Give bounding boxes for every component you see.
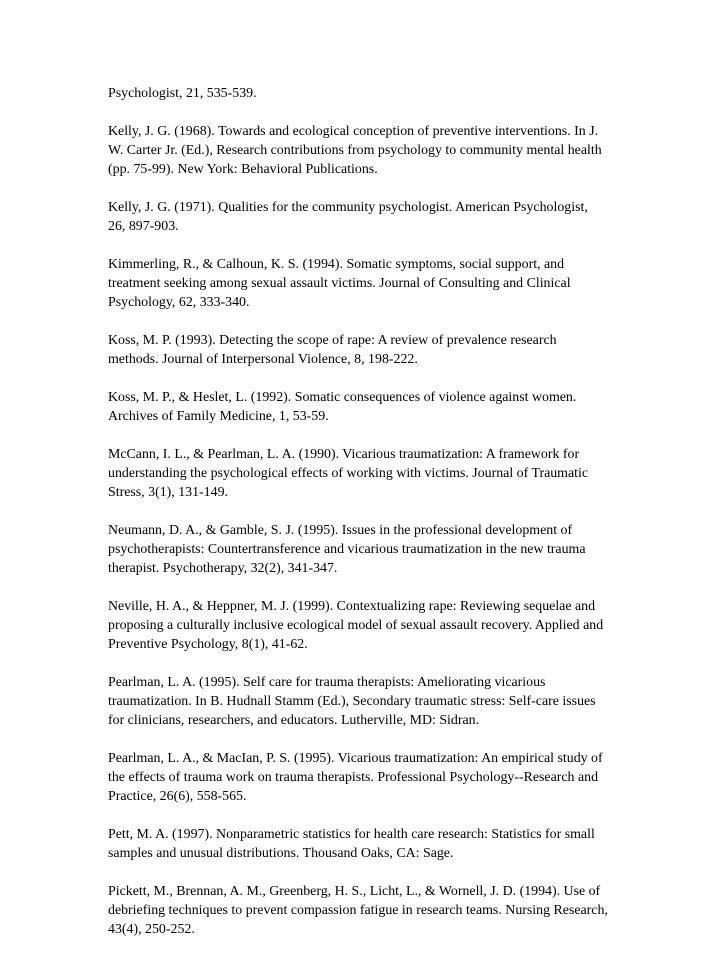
reference-entry <box>108 673 628 730</box>
reference-line: W. Carter Jr. (Ed.), Research contributions from psychology to community mental health <box>108 143 602 158</box>
reference-line: Pearlman, L. A., & MacIan, P. S. (1995). Vicarious traumatization: An empirical study of <box>108 751 603 766</box>
reference-line: for clinicians, researchers, and educators. Lutherville, MD: Sidran. <box>108 713 480 728</box>
reference-line: Practice, 26(6), 558-565. <box>108 789 247 804</box>
reference-line: Archives of Family Medicine, 1, 53-59. <box>108 409 329 424</box>
reference-line: proposing a culturally inclusive ecological model of sexual assault recovery. Applied and <box>108 618 604 633</box>
reference-line: Kelly, J. G. (1968). Towards and ecological conception of preventive interventions. In J. <box>108 124 599 139</box>
reference-entry <box>108 521 628 578</box>
reference-line: traumatization. In B. Hudnall Stamm (Ed.), Secondary traumatic stress: Self-care issues <box>108 694 596 709</box>
reference-line: Neville, H. A., & Heppner, M. J. (1999). Contextualizing rape: Reviewing sequelae and <box>108 599 596 614</box>
reference-entry <box>108 255 628 312</box>
reference-line: the effects of trauma work on trauma therapists. Professional Psychology--Research and <box>108 770 599 785</box>
reference-line: psychotherapists: Countertransference and vicarious traumatization in the new trauma <box>108 542 586 557</box>
reference-line: 26, 897-903. <box>108 219 179 234</box>
reference-line: samples and unusual distributions. Thousand Oaks, CA: Sage. <box>108 846 454 861</box>
reference-line: Pett, M. A. (1997). Nonparametric statistics for health care research: Statistics for small <box>108 827 595 842</box>
reference-list <box>108 84 628 958</box>
reference-line: 43(4), 250-252. <box>108 922 195 937</box>
reference-entry <box>108 445 628 502</box>
reference-entry <box>108 122 628 179</box>
reference-line: methods. Journal of Interpersonal Violence, 8, 198-222. <box>108 352 418 367</box>
reference-line: Pickett, M., Brennan, A. M., Greenberg, H. S., Licht, L., & Wornell, J. D. (1994). Use of <box>108 884 601 899</box>
reference-line: Koss, M. P. (1993). Detecting the scope of rape: A review of prevalence research <box>108 333 557 348</box>
reference-entry <box>108 331 628 369</box>
reference-line: debriefing techniques to prevent compassion fatigue in research teams. Nursing Research, <box>108 903 608 918</box>
reference-line: therapist. Psychotherapy, 32(2), 341-347. <box>108 561 338 576</box>
reference-line: Psychologist, 21, 535-539. <box>108 86 257 101</box>
reference-entry <box>108 198 628 236</box>
reference-entry <box>108 84 628 103</box>
reference-line: Neumann, D. A., & Gamble, S. J. (1995). Issues in the professional development of <box>108 523 573 538</box>
reference-line: Kelly, J. G. (1971). Qualities for the community psychologist. American Psychologist, <box>108 200 588 215</box>
reference-line: Kimmerling, R., & Calhoun, K. S. (1994). Somatic symptoms, social support, and <box>108 257 565 272</box>
reference-line: treatment seeking among sexual assault victims. Journal of Consulting and Clinical <box>108 276 571 291</box>
reference-entry <box>108 597 628 654</box>
reference-entry <box>108 825 628 863</box>
reference-line: McCann, I. L., & Pearlman, L. A. (1990). Vicarious traumatization: A framework for <box>108 447 580 462</box>
reference-line: understanding the psychological effects of working with victims. Journal of Traumatic <box>108 466 589 481</box>
reference-line: Psychology, 62, 333-340. <box>108 295 250 310</box>
reference-entry <box>108 882 628 939</box>
reference-line: Stress, 3(1), 131-149. <box>108 485 228 500</box>
reference-entry <box>108 388 628 426</box>
reference-line: (pp. 75-99). New York: Behavioral Publications. <box>108 162 378 177</box>
reference-line: Koss, M. P., & Heslet, L. (1992). Somatic consequences of violence against women. <box>108 390 577 405</box>
reference-entry <box>108 749 628 806</box>
reference-line: Preventive Psychology, 8(1), 41-62. <box>108 637 308 652</box>
reference-line: Pearlman, L. A. (1995). Self care for trauma therapists: Ameliorating vicarious <box>108 675 546 690</box>
